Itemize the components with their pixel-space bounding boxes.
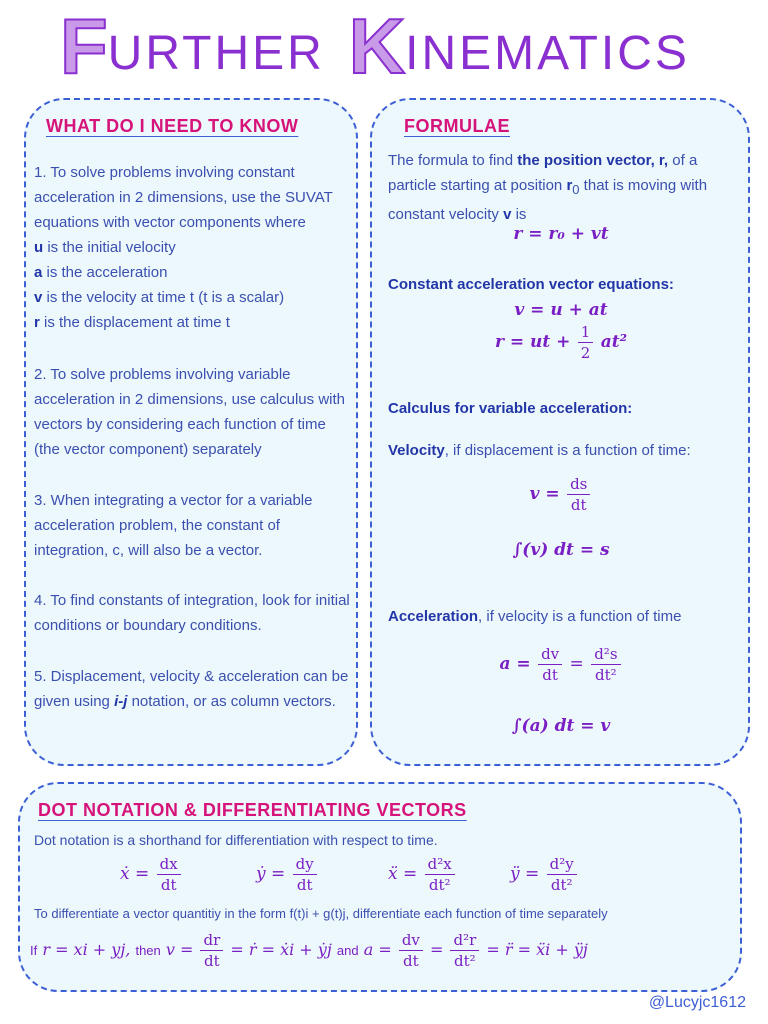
point-5: 5. Displacement, velocity & acceleration can be given using i-j notation, or as column vectors. — [34, 668, 349, 710]
position-equation: r = r₀ + vt — [513, 224, 609, 244]
displacement-suvat-equation: r = ut + $\frac{1}{2}$ at² — [494, 323, 628, 362]
vector-differentiation-intro: To differentiate a vector quantitiy in the form f(t)i + g(t)j, differentiate each function of time separately — [34, 906, 608, 921]
title-first-letter: F — [60, 2, 108, 90]
velocity-derivative-equation: v = $\frac{ds}{dt}$ — [372, 474, 750, 515]
what-to-know-heading: WHAT DO I NEED TO KNOW — [46, 116, 299, 136]
formulae-heading: FORMULAE — [404, 116, 510, 136]
y-dot-equation: ẏ = $\frac{dy}{dt}$ — [256, 854, 376, 895]
point-4: 4. To find constants of integration, look for initial conditions or boundary conditions. — [34, 592, 350, 634]
title-second-rest: INEMATICS — [405, 27, 690, 80]
x-double-dot-equation: ẍ = $\frac{\text{d²x}}{\text{dt²}}$ — [388, 854, 508, 895]
vector-differentiation-equation: If r = xi + yj, then v = $\frac{dr}{dt}$ = ṙ = ẋi + ẏj and a = $\frac{dv}{dt}$ = $\frac{\text{d²r}}{\text{dt²}}$ = r̈ = ẍi + ÿj — [30, 931, 588, 970]
dot-notation-panel — [18, 782, 742, 992]
acceleration-integral-equation: ∫(a) dt = v — [511, 716, 611, 736]
calculus-heading: Calculus for variable acceleration: — [388, 400, 633, 417]
title-second-letter: K — [348, 2, 406, 90]
dot-notation-intro: Dot notation is a shorthand for differentiation with respect to time. — [34, 832, 438, 848]
author-credit: @Lucyjc1612 — [648, 994, 746, 1011]
title-first-rest: URTHER — [107, 27, 325, 80]
what-to-know-panel — [24, 98, 358, 766]
y-double-dot-equation: ÿ = $\frac{\text{d²y}}{\text{dt²}}$ — [510, 854, 630, 895]
velocity-suvat-equation: v = u + at — [514, 300, 608, 320]
position-intro: The formula to find the position vector, r, of a particle starting at position $r_0$ that is moving with constant velocity v is — [388, 152, 708, 223]
point-2: 2. To solve problems involving variable acceleration in 2 dimensions, use calculus with vectors by considering each function of time (the vector component) separately — [34, 366, 345, 458]
point-1: 1. To solve problems involving constant acceleration in 2 dimensions, use the SUVAT equations with vector components where u is the initial velocity a is the acceleration v is the velocity at time t (t is a scalar) r is the displacement at time t — [34, 164, 333, 331]
dot-notation-heading: DOT NOTATION & DIFFERENTIATING VECTORS — [38, 800, 467, 820]
constant-acceleration-heading: Constant acceleration vector equations: — [388, 276, 674, 293]
acceleration-description: Acceleration, if velocity is a function of time — [388, 608, 682, 625]
point-3: 3. When integrating a vector for a variable acceleration problem, the constant of integration, c, will also be a vector. — [34, 492, 313, 559]
page-title — [60, 2, 720, 90]
velocity-integral-equation: ∫(v) dt = s — [512, 540, 610, 560]
acceleration-derivative-equation: a = $\frac{dv}{dt}$ = $\frac{\text{d²s}}{\text{dt²}}$ — [372, 644, 750, 685]
velocity-description: Velocity, if displacement is a function of time: — [388, 442, 691, 459]
formulae-panel — [370, 98, 750, 766]
x-dot-equation: ẋ = $\frac{dx}{dt}$ — [120, 854, 240, 895]
